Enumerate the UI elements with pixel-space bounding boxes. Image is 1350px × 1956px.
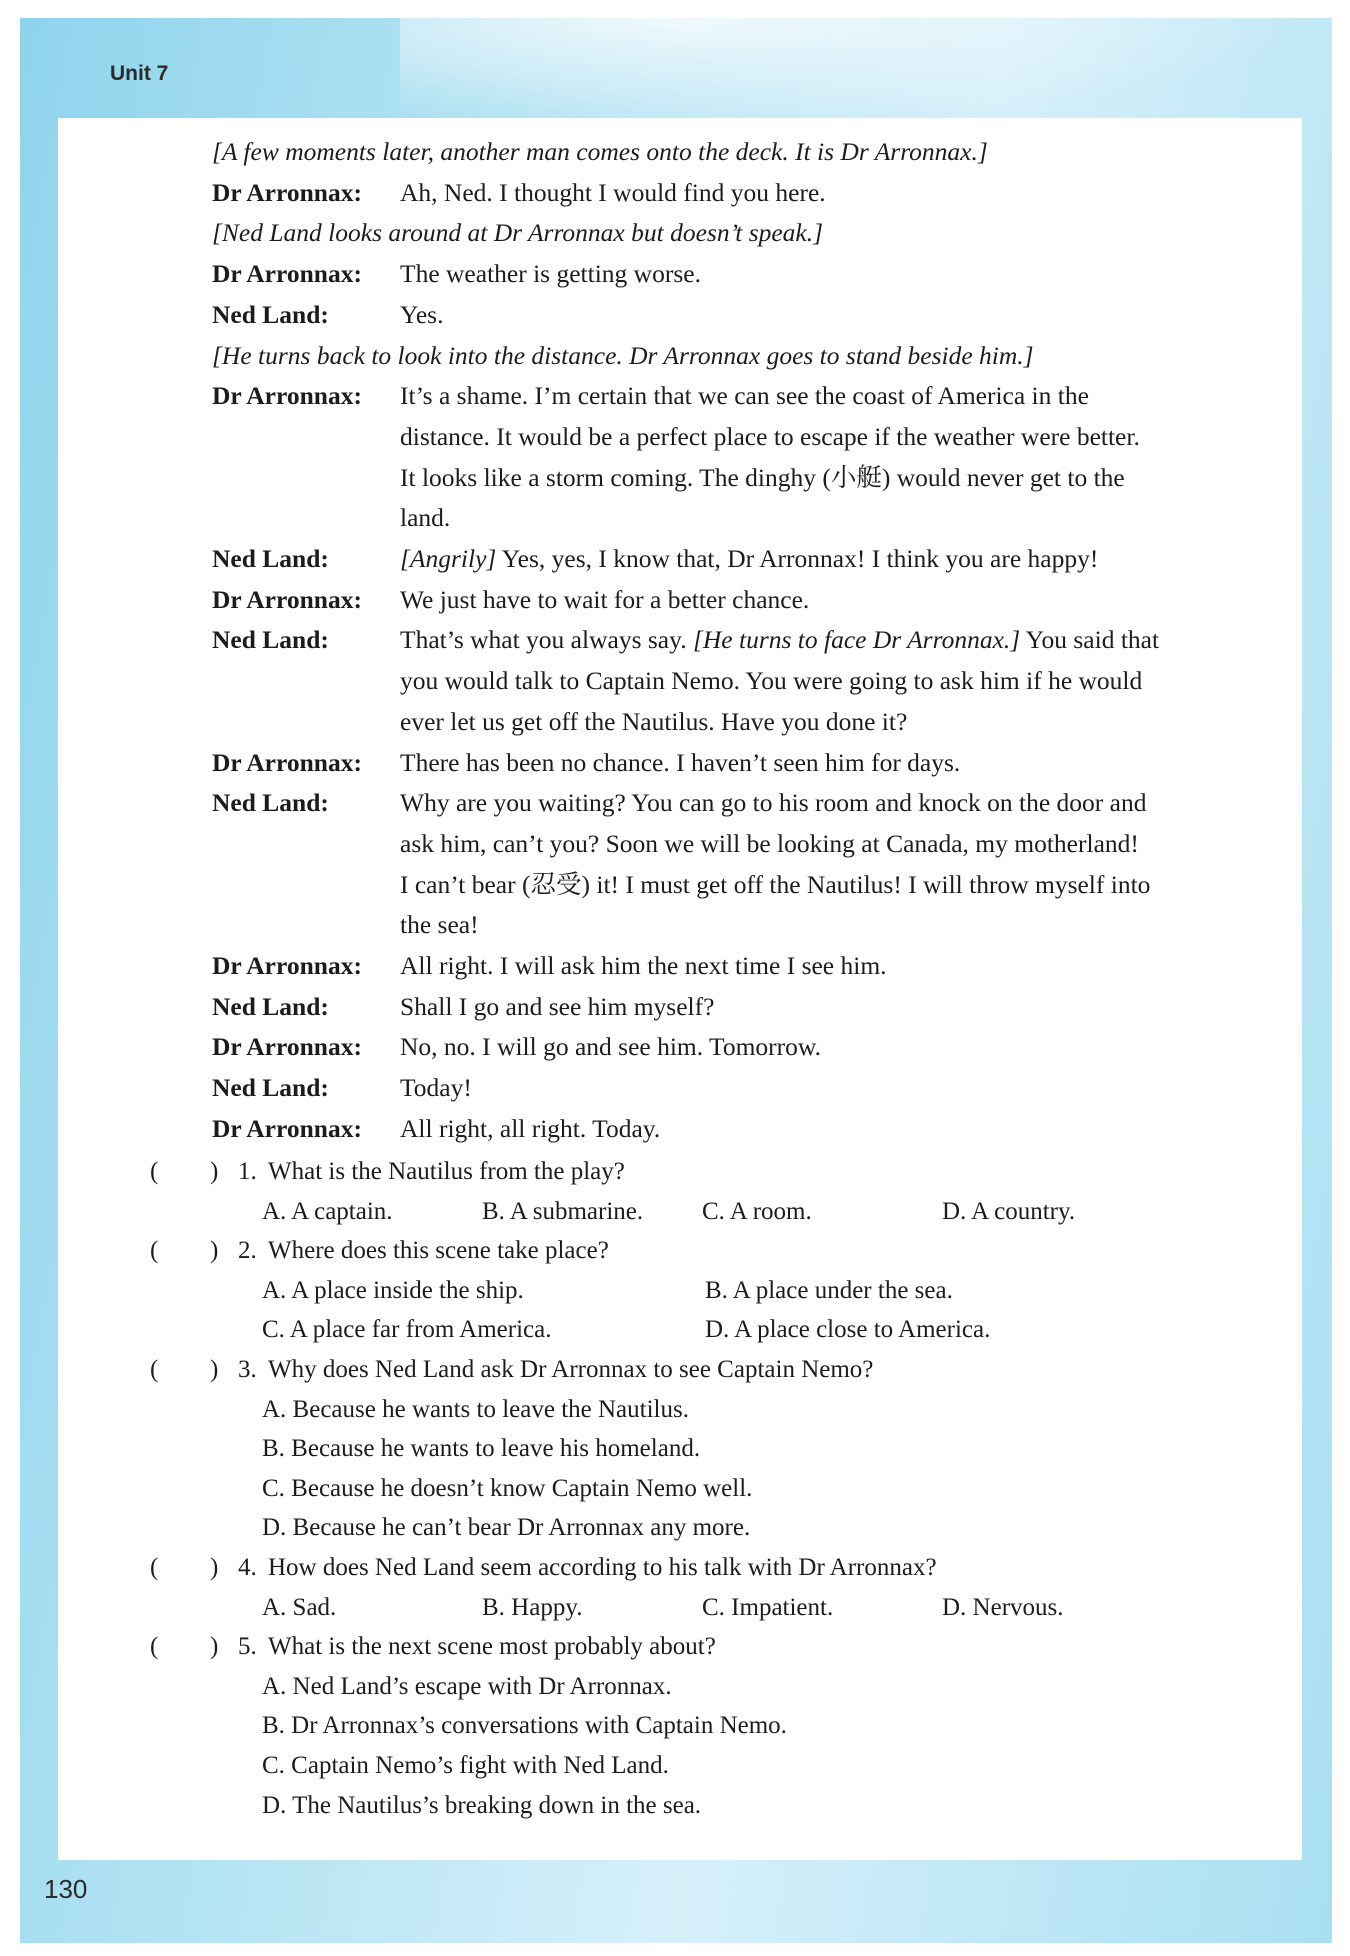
speech-text-line: ever let us get off the Nautilus. Have you done it? (400, 706, 908, 736)
dialogue-line (212, 1109, 1232, 1150)
option-row (262, 1271, 1250, 1311)
question-number: 3. (238, 1355, 257, 1383)
option-d: D. A place close to America. (705, 1316, 991, 1344)
speech-text (400, 783, 1232, 946)
inline-stage-direction: [Angrily] (400, 544, 497, 574)
option-row (262, 1310, 1250, 1350)
speech-text-part: You said that (1020, 625, 1160, 655)
option-c: C. Because he doesn’t know Captain Nemo well. (262, 1474, 753, 1502)
question-list (150, 1152, 1250, 1825)
answer-blank-close[interactable]: ) (210, 1553, 219, 1581)
unit-label: Unit 7 (110, 62, 169, 85)
dialogue-line (212, 946, 1232, 987)
dialogue-line (212, 539, 1232, 580)
dialogue-line (212, 1027, 1232, 1068)
stage-direction: [Ned Land looks around at Dr Arronnax but doesn’t speak.] (212, 218, 824, 248)
speech-text: Yes. (400, 299, 444, 329)
speech-text: Today! (400, 1073, 472, 1103)
speech-text-line: the sea! (400, 910, 479, 940)
answer-blank-close[interactable]: ) (210, 1355, 219, 1383)
speech-text-line: land. (400, 503, 451, 533)
speech-text: Shall I go and see him myself? (400, 991, 715, 1021)
answer-blank-open[interactable]: ( (150, 1158, 159, 1185)
question-text: How does Ned Land seem according to his talk with Dr Arronnax? (268, 1553, 937, 1581)
answer-blank-close[interactable]: ) (210, 1633, 219, 1661)
answer-blank-open[interactable]: ( (150, 1633, 159, 1661)
question-3 (150, 1350, 1250, 1390)
option-c: C. Impatient. (702, 1593, 834, 1621)
speaker-name: Dr Arronnax: (212, 1113, 362, 1143)
question-text: What is the next scene most probably about? (268, 1633, 716, 1661)
answer-blank-close[interactable]: ) (210, 1237, 219, 1265)
speech-text: Ah, Ned. I thought I would find you here. (400, 177, 826, 207)
option-row (262, 1588, 1250, 1628)
question-4 (150, 1548, 1250, 1588)
speech-text-line: It’s a shame. I’m certain that we can see the coast of America in the (400, 381, 1089, 411)
option-a: A. A captain. (262, 1197, 393, 1225)
option-c: C. Captain Nemo’s fight with Ned Land. (262, 1751, 669, 1779)
question-number: 2. (238, 1237, 257, 1265)
answer-blank-open[interactable]: ( (150, 1355, 159, 1383)
option-c: C. A room. (702, 1197, 812, 1225)
question-text: Where does this scene take place? (268, 1237, 609, 1265)
page-number: 130 (44, 1874, 88, 1904)
speaker-name: Dr Arronnax: (212, 951, 362, 981)
question-number: 5. (238, 1633, 257, 1661)
answer-blank-open[interactable]: ( (150, 1237, 159, 1265)
option-d: D. Because he can’t bear Dr Arronnax any more. (262, 1514, 751, 1542)
question-5 (150, 1627, 1250, 1667)
speech-text-line (400, 620, 1232, 661)
play-script (212, 132, 1232, 1150)
speaker-name: Dr Arronnax: (212, 177, 362, 207)
speech-text-line: distance. It would be a perfect place to escape if the weather were better. (400, 421, 1140, 451)
options (150, 1390, 1250, 1548)
speech-text-line: you would talk to Captain Nemo. You were going to ask him if he would (400, 666, 1143, 696)
speech-text: We just have to wait for a better chance. (400, 584, 810, 614)
speaker-name: Dr Arronnax: (212, 584, 362, 614)
speech-text: All right, all right. Today. (400, 1113, 661, 1143)
stage-direction: [A few moments later, another man comes onto the deck. It is Dr Arronnax.] (212, 137, 988, 166)
dialogue-line (212, 295, 1232, 336)
dialogue-line (212, 376, 1232, 539)
speech-text-line: I can’t bear (忍受) it! I must get off the Nautilus! I will throw myself into (400, 869, 1151, 899)
option-a: A. Sad. (262, 1593, 337, 1621)
dialogue-line (212, 1068, 1232, 1109)
stage-direction: [He turns back to look into the distance. Dr Arronnax goes to stand beside him.] (212, 340, 1034, 370)
speaker-name: Ned Land: (212, 1073, 329, 1103)
dialogue-line (212, 173, 1232, 214)
dialogue-line (212, 580, 1232, 621)
speaker-name: Ned Land: (212, 544, 329, 574)
header-decoration (400, 18, 1300, 128)
question-number: 1. (238, 1158, 257, 1185)
speaker-name: Dr Arronnax: (212, 1032, 362, 1062)
option-b: B. Because he wants to leave his homeland. (262, 1435, 701, 1463)
speech-text: All right. I will ask him the next time I see him. (400, 951, 887, 981)
speech-text-line: It looks like a storm coming. The dinghy (小艇) would never get to the (400, 462, 1125, 492)
speaker-name: Ned Land: (212, 625, 329, 655)
speaker-name: Ned Land: (212, 299, 329, 329)
speech-text: No, no. I will go and see him. Tomorrow. (400, 1032, 822, 1062)
options (150, 1588, 1250, 1628)
options (150, 1271, 1250, 1350)
option-a: A. A place inside the ship. (262, 1276, 524, 1304)
option-b: B. Happy. (482, 1593, 583, 1621)
option-a: A. Because he wants to leave the Nautilus. (262, 1395, 689, 1423)
speech-text: The weather is getting worse. (400, 259, 701, 289)
speaker-name: Dr Arronnax: (212, 381, 362, 411)
speech-text: There has been no chance. I haven’t seen him for days. (400, 747, 961, 777)
speaker-name: Ned Land: (212, 788, 329, 818)
speech-text (400, 539, 1232, 580)
option-b: B. A submarine. (482, 1197, 644, 1225)
dialogue-line (212, 743, 1232, 784)
option-c: C. A place far from America. (262, 1316, 552, 1344)
option-row (262, 1192, 1250, 1232)
speech-text-line: ask him, can’t you? Soon we will be looking at Canada, my motherland! (400, 828, 1139, 858)
inline-stage-direction: [He turns to face Dr Arronnax.] (692, 625, 1021, 655)
question-text: Why does Ned Land ask Dr Arronnax to see Captain Nemo? (268, 1355, 874, 1383)
speech-text (400, 620, 1232, 742)
question-1 (150, 1152, 1250, 1192)
option-b: B. A place under the sea. (705, 1276, 953, 1304)
question-number: 4. (238, 1553, 257, 1581)
dialogue-line (212, 987, 1232, 1028)
dialogue-line (212, 620, 1232, 742)
speech-text-part: That’s what you always say. (400, 625, 693, 655)
option-a: A. Ned Land’s escape with Dr Arronnax. (262, 1672, 672, 1700)
speaker-name: Dr Arronnax: (212, 747, 362, 777)
dialogue-line (212, 783, 1232, 946)
dialogue-line (212, 254, 1232, 295)
answer-blank-open[interactable]: ( (150, 1553, 159, 1581)
option-b: B. Dr Arronnax’s conversations with Captain Nemo. (262, 1712, 787, 1740)
option-d: D. Nervous. (942, 1593, 1064, 1621)
options (150, 1667, 1250, 1825)
answer-blank-close[interactable]: ) (210, 1158, 219, 1185)
question-text: What is the Nautilus from the play? (268, 1158, 625, 1185)
option-d: D. The Nautilus’s breaking down in the sea. (262, 1791, 702, 1819)
speaker-name: Dr Arronnax: (212, 259, 362, 289)
speaker-name: Ned Land: (212, 991, 329, 1021)
option-d: D. A country. (942, 1197, 1076, 1225)
speech-text (400, 376, 1232, 539)
question-2 (150, 1231, 1250, 1271)
options (150, 1192, 1250, 1232)
speech-text-part: Yes, yes, I know that, Dr Arronnax! I think you are happy! (496, 544, 1099, 574)
speech-text-line: Why are you waiting? You can go to his room and knock on the door and (400, 788, 1147, 818)
